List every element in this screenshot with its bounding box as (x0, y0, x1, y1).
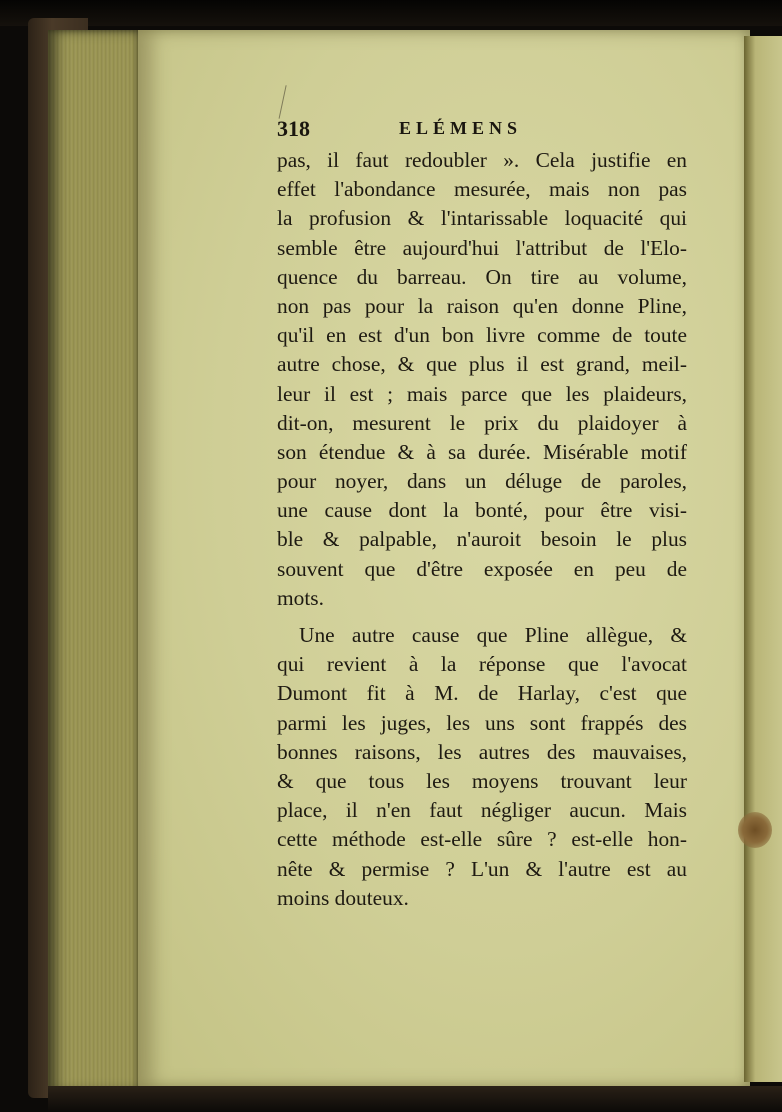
text-line: mots. (277, 585, 324, 610)
text-line: & que tous les moyens trouvant leur (277, 768, 687, 793)
text-block (277, 116, 687, 913)
text-line: souvent que d'être exposée en peu de (277, 556, 687, 581)
facing-page-edge (744, 36, 782, 1082)
text-line: une cause dont la bonté, pour être visi- (277, 498, 687, 523)
text-line: Dumont fit à M. de Harlay, c'est que (277, 681, 687, 706)
paragraph-2 (277, 621, 687, 913)
page-edges (48, 30, 140, 1092)
text-line: nête & permise ? L'un & l'autre est au (277, 856, 687, 881)
text-line: place, il n'en faut négliger aucun. Mais (277, 798, 687, 823)
text-line: dit-on, mesurent le prix du plaidoyer à (277, 410, 687, 435)
text-line: leur il est ; mais parce que les plaideurs, (277, 381, 687, 406)
running-title: ELÉMENS (399, 118, 523, 138)
running-head (277, 116, 687, 146)
text-line: qui revient à la réponse que l'avocat (277, 652, 687, 677)
text-line: effet l'abondance mesurée, mais non pas (277, 177, 687, 202)
bottom-shadow-edge (48, 1086, 782, 1112)
text-line: quence du barreau. On tire au volume, (277, 264, 687, 289)
text-line: pour noyer, dans un déluge de paroles, (277, 469, 687, 494)
paper-stain (738, 812, 772, 848)
paragraph-1 (277, 146, 687, 613)
text-line: ble & palpable, n'auroit besoin le plus (277, 527, 687, 552)
text-line: autre chose, & que plus il est grand, meil- (277, 352, 687, 377)
top-shadow-edge (0, 0, 782, 26)
text-line: pas, il faut redoubler ». Cela justifie en (277, 148, 687, 172)
text-line: son étendue & à sa durée. Misérable motif (277, 439, 687, 464)
text-line: non pas pour la raison qu'en donne Pline, (277, 293, 687, 318)
text-line: cette méthode est-elle sûre ? est-elle hon- (277, 827, 687, 852)
text-line: qu'il en est d'un bon livre comme de toute (277, 323, 687, 348)
text-line: la profusion & l'intarissable loquacité qui (277, 206, 687, 231)
text-line: Une autre cause que Pline allègue, & (299, 623, 687, 647)
text-line: parmi les juges, les uns sont frappés des (277, 710, 687, 735)
text-line: bonnes raisons, les autres des mauvaises, (277, 739, 687, 764)
text-line: semble être aujourd'hui l'attribut de l'Elo- (277, 235, 687, 260)
page-number: 318 (277, 116, 310, 141)
text-line: moins douteux. (277, 885, 409, 910)
